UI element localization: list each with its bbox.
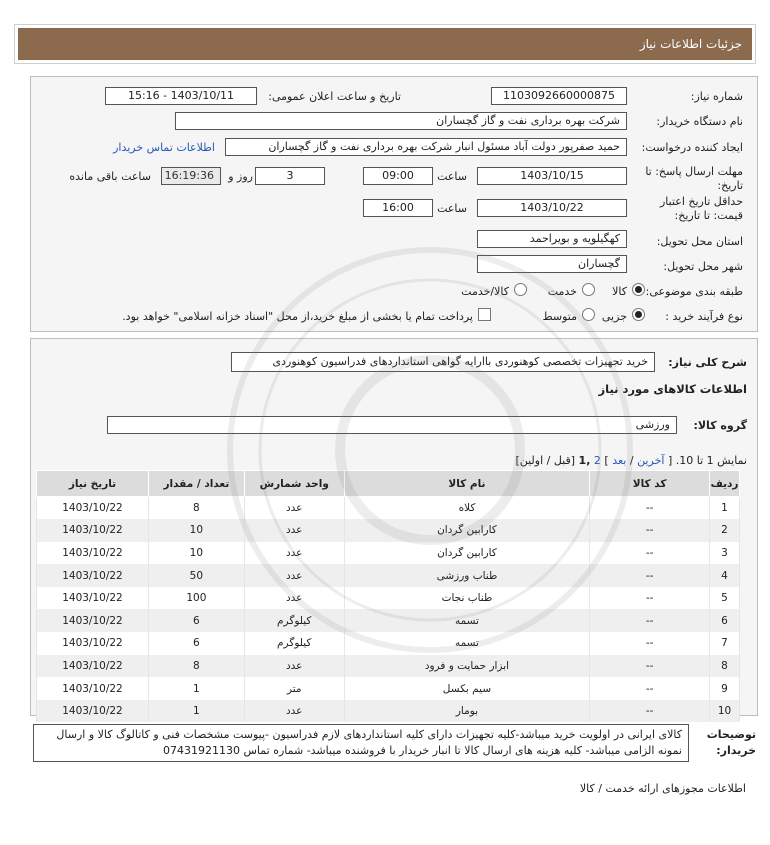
validity-time-field: 16:00 <box>363 199 433 217</box>
table-row <box>37 700 740 723</box>
need-info-form <box>30 76 758 332</box>
summary-field: خرید تجهیزات تخصصی کوهنوردی باارایه گواهی استانداردهای فدراسیون کوهنوردی <box>231 352 655 372</box>
pager-next-link[interactable]: بعد <box>612 454 627 467</box>
cell-unit: کیلوگرم <box>244 609 344 632</box>
purchase-type-label: نوع فرآیند خرید : <box>665 310 743 323</box>
cell-code: -- <box>590 564 710 587</box>
cell-date: 1403/10/22 <box>37 677 149 700</box>
cell-code: -- <box>590 700 710 723</box>
cell-code: -- <box>590 519 710 542</box>
buyer-notes-field: کالای ایرانی در اولویت خرید میباشد-کلیه تجهیزات دارای کلیه استانداردهای لازم فدراسیون -پیوست مشخصات فنی و کاتالوگ کالا و ارسال نمونه الزامی میباشد- کلیه هزینه های ارسال کالا تا انبار خریدار با فروشنده میباشد- شماره تماس 07431921130 <box>33 724 689 762</box>
treasury-checkbox[interactable] <box>478 308 491 321</box>
validity-label-2: قیمت: تا تاریخ: <box>674 209 743 222</box>
cell-unit: عدد <box>244 587 344 610</box>
deadline-time-field: 09:00 <box>363 167 433 185</box>
cell-code: -- <box>590 655 710 678</box>
col-header-name: نام کالا <box>344 471 590 497</box>
creator-field: حمید صفرپور دولت آباد مسئول انبار شرکت بهره برداری نفت و گاز گچساران <box>225 138 627 156</box>
table-row <box>37 677 740 700</box>
pager-last-link[interactable]: آخرین <box>637 454 665 467</box>
table-row <box>37 542 740 565</box>
category-option-service: خدمت <box>547 285 577 298</box>
page-title: جزئیات اطلاعات نیاز <box>18 28 752 60</box>
goods-group-label: گروه کالا: <box>693 419 747 432</box>
table-row <box>37 632 740 655</box>
cell-quantity: 10 <box>148 519 244 542</box>
cell-code: -- <box>590 609 710 632</box>
table-header-row <box>37 471 740 497</box>
cell-unit: کیلوگرم <box>244 632 344 655</box>
cell-row-number: 2 <box>710 519 740 542</box>
purchase-type-option-medium: متوسط <box>542 310 577 323</box>
table-row <box>37 497 740 520</box>
table-row <box>37 564 740 587</box>
cell-quantity: 6 <box>148 609 244 632</box>
cell-quantity: 1 <box>148 700 244 723</box>
deadline-date-field: 1403/10/15 <box>477 167 627 185</box>
table-row <box>37 609 740 632</box>
cell-row-number: 6 <box>710 609 740 632</box>
table-row <box>37 519 740 542</box>
cell-code: -- <box>590 497 710 520</box>
cell-quantity: 10 <box>148 542 244 565</box>
deadline-days-field: 3 <box>255 167 325 185</box>
cell-row-number: 1 <box>710 497 740 520</box>
remaining-time-field: 16:19:36 <box>161 167 221 185</box>
category-radio-service[interactable] <box>582 283 595 296</box>
cell-unit: عدد <box>244 564 344 587</box>
pager: نمایش 1 تا 10. [ آخرین / بعد ] 2 ,1 [قبل / اولین] <box>515 454 747 467</box>
cell-unit: متر <box>244 677 344 700</box>
cell-date: 1403/10/22 <box>37 564 149 587</box>
cell-unit: عدد <box>244 655 344 678</box>
pager-show: نمایش 1 تا 10. <box>675 454 747 467</box>
cell-name: کارابین گردان <box>344 542 590 565</box>
cell-code: -- <box>590 632 710 655</box>
cell-row-number: 3 <box>710 542 740 565</box>
goods-info-title: اطلاعات کالاهای مورد نیاز <box>598 382 747 396</box>
city-label: شهر محل تحویل: <box>663 260 743 273</box>
table-row <box>37 587 740 610</box>
buyer-org-label: نام دستگاه خریدار: <box>656 115 743 128</box>
validity-time-label: ساعت <box>437 202 467 215</box>
cell-quantity: 50 <box>148 564 244 587</box>
cell-date: 1403/10/22 <box>37 655 149 678</box>
cell-quantity: 1 <box>148 677 244 700</box>
purchase-type-radio-minor[interactable] <box>632 308 645 321</box>
cell-unit: عدد <box>244 497 344 520</box>
col-header-quantity: تعداد / مقدار <box>148 471 244 497</box>
buyer-contact-link[interactable]: اطلاعات تماس خریدار <box>113 141 215 154</box>
category-option-goods-service: کالا/خدمت <box>461 285 509 298</box>
cell-quantity: 6 <box>148 632 244 655</box>
cell-row-number: 10 <box>710 700 740 723</box>
header-panel <box>14 24 756 64</box>
cell-name: کارابین گردان <box>344 519 590 542</box>
deadline-label-1: مهلت ارسال پاسخ: تا <box>645 165 743 178</box>
validity-label-1: حداقل تاریخ اعتبار <box>659 195 743 208</box>
goods-table-body <box>37 497 740 723</box>
cell-code: -- <box>590 677 710 700</box>
cell-quantity: 8 <box>148 497 244 520</box>
cell-name: تسمه <box>344 632 590 655</box>
cell-name: طناب نجات <box>344 587 590 610</box>
notes-label-1: توضیحات <box>706 728 756 741</box>
deadline-time-label: ساعت <box>437 170 467 183</box>
cell-date: 1403/10/22 <box>37 497 149 520</box>
col-header-date: تاریخ نیاز <box>37 471 149 497</box>
category-label: طبقه بندی موضوعی: <box>645 285 743 298</box>
table-row <box>37 655 740 678</box>
cell-name: سیم بکسل <box>344 677 590 700</box>
cell-unit: عدد <box>244 519 344 542</box>
cell-quantity: 8 <box>148 655 244 678</box>
buyer-org-field: شرکت بهره برداری نفت و گاز گچساران <box>175 112 627 130</box>
cell-name: ابزار حمایت و فرود <box>344 655 590 678</box>
deadline-days-label: روز و <box>228 170 253 183</box>
pager-prev-first: [قبل / اولین] <box>515 454 576 467</box>
col-header-row-number: ردیف <box>710 471 740 497</box>
permits-title: اطلاعات مجوزهای ارائه خدمت / کالا <box>579 782 746 795</box>
remaining-time-label: ساعت باقی مانده <box>69 170 151 183</box>
deadline-label-2: تاریخ: <box>717 179 743 192</box>
creator-label: ایجاد کننده درخواست: <box>641 141 743 154</box>
cell-name: طناب ورزشی <box>344 564 590 587</box>
goods-table <box>36 470 740 722</box>
cell-row-number: 4 <box>710 564 740 587</box>
purchase-type-option-minor: جزیی <box>601 310 627 323</box>
cell-code: -- <box>590 542 710 565</box>
col-header-unit: واحد شمارش <box>244 471 344 497</box>
cell-row-number: 9 <box>710 677 740 700</box>
cell-quantity: 100 <box>148 587 244 610</box>
cell-unit: عدد <box>244 542 344 565</box>
cell-row-number: 7 <box>710 632 740 655</box>
cell-date: 1403/10/22 <box>37 519 149 542</box>
category-radio-goods[interactable] <box>632 283 645 296</box>
province-field: کهگیلویه و بویراحمد <box>477 230 627 248</box>
cell-row-number: 8 <box>710 655 740 678</box>
announce-field: 1403/10/11 - 15:16 <box>105 87 257 105</box>
province-label: استان محل تحویل: <box>656 235 743 248</box>
announce-label: تاریخ و ساعت اعلان عمومی: <box>268 90 401 103</box>
cell-date: 1403/10/22 <box>37 542 149 565</box>
need-number-label: شماره نیاز: <box>690 90 743 103</box>
cell-name: بومار <box>344 700 590 723</box>
pager-page-2-link[interactable]: 2 <box>593 454 601 467</box>
need-number-field: 1103092660000875 <box>491 87 627 105</box>
cell-date: 1403/10/22 <box>37 587 149 610</box>
treasury-checkbox-label: پرداخت تمام یا بخشی از مبلغ خرید،از محل "اسناد خزانه اسلامی" خواهد بود. <box>122 310 473 323</box>
validity-date-field: 1403/10/22 <box>477 199 627 217</box>
cell-row-number: 5 <box>710 587 740 610</box>
col-header-code: کد کالا <box>590 471 710 497</box>
pager-current-page: ,1 <box>578 454 591 467</box>
cell-code: -- <box>590 587 710 610</box>
city-field: گچساران <box>477 255 627 273</box>
cell-date: 1403/10/22 <box>37 700 149 723</box>
purchase-type-radio-medium[interactable] <box>582 308 595 321</box>
category-option-goods: کالا <box>612 285 627 298</box>
category-radio-goods-service[interactable] <box>514 283 527 296</box>
cell-date: 1403/10/22 <box>37 609 149 632</box>
summary-label: شرح کلی نیاز: <box>668 356 747 369</box>
cell-date: 1403/10/22 <box>37 632 149 655</box>
goods-group-field: ورزشی <box>107 416 677 434</box>
notes-label-2: خریدار: <box>716 744 756 757</box>
cell-name: تسمه <box>344 609 590 632</box>
cell-unit: عدد <box>244 700 344 723</box>
cell-name: کلاه <box>344 497 590 520</box>
